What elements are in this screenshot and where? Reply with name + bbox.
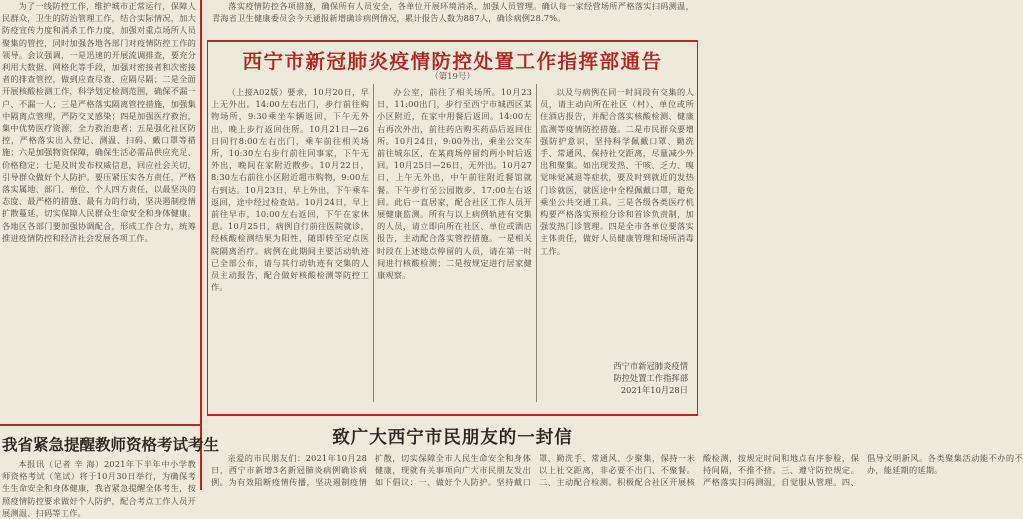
- notice-column-3-text: 以及与病例在同一时间段有交集的人员，请主动向所在社区（村）、单位或所住酒店报告，并配合落实核酸检测、健康监测等疫情防控措施。二是市民群众要增强防护意识，坚持科学佩戴口罩、勤洗手、常通风、保持社交距离，尽量减少外出和聚集。如出现发热、干咳、乏力、嗅觉味觉减退等症状，要及时到就近的发热门诊就医，就医途中全程佩戴口罩，避免乘坐公共交通工具。三是各级各类医疗机构要严格落实预检分诊和首诊负责制，加强发热门诊管理。四是全市各单位要落实主体责任，做好人员健康管理和场所消毒工作。: [540, 87, 694, 256]
- column-divider-notice-right: [697, 40, 698, 415]
- column-divider-left: [200, 0, 202, 490]
- notice-col-sep-2: [536, 84, 537, 402]
- exam-reminder-headline: 我省紧急提醒教师资格考试考生: [2, 435, 220, 454]
- notice-bottom-rule: [207, 414, 698, 416]
- top-right-article: [212, 0, 694, 36]
- notice-top-rule: [207, 40, 698, 42]
- notice-column-3: [540, 86, 694, 348]
- column-divider-notice-left: [207, 40, 208, 415]
- left-column-article: [2, 0, 196, 420]
- letter-text: 亲爱的市民朋友们：2021年10月28日，西宁市新增3名新冠肺炎病例确诊病例。为有效阻断疫情传播，坚决遏制疫情扩散，切实保障全市人民生命安全和身体健康，现就有关事项向广大市民朋友发出如下倡议：一、做好个人防护。坚持戴口罩、勤洗手、常通风、少聚集，保持一米以上社交距离，非必要不出门、不聚餐。二、主动配合检测。积极配合社区开展核酸检测，按规定时间和地点有序参检，保持间隔，不推不挤。三、遵守防控规定。严格落实扫码测温，自觉服从管理。四、倡导文明新风。各类聚集活动能不办的不办，能延期的延期。: [211, 453, 1023, 488]
- notice-col-sep-1: [373, 84, 374, 402]
- letter-title: 致广大西宁市民朋友的一封信: [332, 428, 573, 448]
- notice-column-1: [211, 86, 369, 408]
- notice-title: 西宁市新冠肺炎疫情防控处置工作指挥部通告: [242, 50, 663, 73]
- notice-signature: 西宁市新冠肺炎疫情 防控处置工作指挥部 2021年10月28日: [613, 361, 688, 395]
- exam-reminder-text: 本报讯（记者 辛 海）2021年下半年中小学教师资格考试（笔试）将于10月30日举行，为确保考生生命安全和身体健康，我省紧急提醒全体考生，按照疫情防控要求做好个人防护，配合考点工作人员开展测温、扫码等工作。: [2, 459, 196, 518]
- top-right-text: 落实疫情防控各项措施，确保所有人员安全，各单位开展环境消杀，加强人员管理。确认每一家经营场所严格落实扫码测温，青海省卫生健康委员会今天通报新增确诊病例情况，累计报告人数为887人，确诊病例28.7%。: [212, 1, 694, 24]
- exam-reminder-article: [2, 458, 196, 518]
- left-section-rule: [0, 424, 200, 426]
- notice-column-2: [377, 86, 532, 408]
- notice-column-1-text: （上接A02版）要求，10月20日，早上无外出。14:00左右出门，步行前往购物场所，9:30乘坐车辆返回，下午无外出，晚上步行返回住所。10月21日—26日同行8:00左右出门，乘车前往相关场所，10:30左右步行前往同事家，下午无外出，晚间在家附近散步。10月22日，8:30左右前往小区附近超市购物，9:00左右到达。10月23日，早上外出，下午乘车返回，途中经过检查站。10月24日，早上前往早市，10:00左右返回，下午在家休息。10月25日，病例自行前往医院就诊，经核酸检测结果为阳性，随即转至定点医院隔离治疗。病例在此期间主要活动轨迹已全部公布，请与其行动轨迹有交集的人员主动报告，配合做好核酸检测等防控工作。: [211, 87, 369, 293]
- notice-number: （第19号）: [430, 72, 475, 82]
- notice-column-2-text: 办公室，前往了相关场所。10月23日，11:00出门，步行至西宁市城西区某小区附近，在家中用餐后返回。14:00左右再次外出，前往药店购买药品后返回住所。10月24日，9:00外出，乘坐公交车前往城东区，在某商场停留约两小时后返回。10月25日—26日，无外出。10月27日，上午无外出，中午前往附近餐馆就餐。下午步行至公园散步，17:00左右返回。此后一直居家，配合社区工作人员开展健康监测。所有与以上病例轨迹有交集的人员，请立即向所在社区、单位或酒店报告，主动配合落实管控措施。一是相关时段在上述地点停留的人员，请在第一时间进行核酸检测；二是按规定进行居家健康观察。: [377, 87, 532, 281]
- letter-body: [211, 452, 1023, 490]
- left-column-text: 为了一线防控工作，维护城市正常运行，保障人民群众，卫生的防治管理工作，结合实际情况，加大防疫宣传力度和消杀工作力度，加强对重点场所人员聚集的管控，同时加强各地各部门对疫情防控工作的领导。会议强调，一是迅速的开展流调排查，要充分利用大数据、网格化等手段，加强对密接者和次密接者的排查管控，做到应查尽查、应隔尽隔；二是全面开展核酸检测工作，科学划定检测范围，确保不漏一户、不漏一人；三是严格落实隔离管控措施，加强集中隔离点管理，严防交叉感染；四是加强医疗救治，集中优势医疗资源，全力救治患者；五是强化社区防控，严格落实出入登记、测温、扫码、戴口罩等措施；六是加强物资保障，确保生活必需品供应充足、价格稳定；七是及时发布权威信息，回应社会关切，引导群众做好个人防护。要压紧压实各方责任，严格落实属地、部门、单位、个人四方责任，以最坚决的态度、最严格的措施、最有力的行动，坚决遏制疫情扩散蔓延，切实保障人民群众生命安全和身体健康。各地区各部门要加强协调配合，形成工作合力，统筹推进疫情防控和经济社会发展各项工作。: [2, 1, 196, 243]
